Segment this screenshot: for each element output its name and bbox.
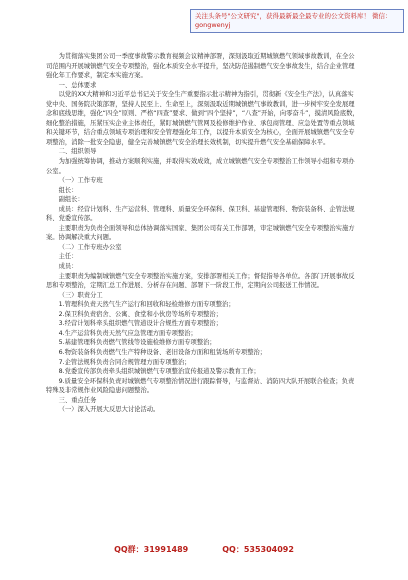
subheading-responsibilities: （三）职责分工	[58, 291, 103, 299]
qq-number: QQ：535304092	[222, 544, 294, 554]
responsibility-item: 1.管理科负责天然气生产运行和回收和轻检维修方面专项整治；	[58, 301, 235, 309]
responsibility-item: 2.保卫科负责宿舍、公寓、食堂和小伙房等场所专项整治；	[58, 310, 223, 318]
vice-leader-line: 副组长：	[58, 196, 84, 204]
section-heading-organization: 二、组织领导	[58, 148, 97, 156]
promo-banner-text: 关注头条号"公文研究"，获得最新最全最专业的公文资料库！ 微信：gongwenyj	[195, 12, 392, 29]
team-duty-paragraph: 主要职责为负责全面领导和总体协调落实国家、集团公司有关工作部署，审定城镇燃气安全专项整治实施方案。协调解决重大问题。	[46, 224, 355, 242]
responsibility-item: 4.生产运营科负责天然气应急管理方面专项整治；	[58, 329, 197, 337]
subheading-office: （二）工作专班办公室	[58, 243, 122, 251]
organization-paragraph: 为加强统筹协调，推动方案顺利实施，并取得实效成效，成立城镇燃气安全专项整治工作领导小组和专项办公室。	[46, 158, 355, 175]
footer-contact-bar	[0, 540, 408, 558]
team-members-paragraph: 成员：经营计划科、生产运营科、管理科、质量安全环保科、保卫科、基建管理科、物资装备科、企管法规科、党委宣传部。	[46, 205, 355, 223]
responsibility-item: 9.质量安全环保科负责对城镇燃气专项整治情况进行跟踪督导，与监督站、消防四大队开展联合检查；负责特殊及非常规作业风险隐患问题整治。	[46, 377, 355, 395]
leader-line: 组长：	[58, 186, 78, 194]
responsibility-item: 5.基建管理科负责燃气管线等设施检维修方面专项整治；	[58, 339, 216, 347]
document-body	[46, 52, 360, 415]
subheading-reflection: （一）深入开展大反思大讨论活动。	[58, 406, 160, 414]
office-members-line: 成员：	[58, 263, 78, 271]
section-heading-key-tasks: 三、重点任务	[58, 396, 97, 404]
responsibility-item: 8.党委宣传部负责牵头组织城镇燃气专项整治宣传报道及警示教育工作；	[58, 368, 260, 376]
promo-banner	[190, 9, 404, 33]
section-heading-general: 一、总体要求	[58, 81, 97, 89]
office-duty-paragraph: 主要职责为编制城镇燃气安全专项整治实施方案，安排部署相关工作；督促指导各单位。各部门开展事故反思和专项整治，定期汇总工作进展、分析存在问题、部署下一阶段工作，定期向公司报送工作情况。	[46, 272, 355, 290]
general-requirements-paragraph: 以党的XX大精神和习近平总书记关于安全生产重要指示批示精神为指引，贯彻新《安全生产法》，认真落实党中央、国务院决策部署，坚持人民至上、生命至上，深刻汲取近期城镇燃气事故教训，进一步树牢安全发展理念和底线思维，强化“四全”原则、严格“四查”要求、做到“四个坚持”，“八查”开始，向零奋斗”，摸清风险底数，细化整治措施，压紧压实企业主体责任，紧盯城镇燃气管网及检修维护作业、承包商管理、应急处置等重点领域和关键环节，结合重点领域专项治理和安全管理强化年工作，以提升本质安全为核心，全面开展城镇燃气安全专项整治，消除一批安全隐患，健全完善城镇燃气安全治理长效机制，切实提升燃气安全基础保障水平。	[46, 91, 359, 146]
director-line: 主任：	[58, 253, 78, 261]
responsibility-item: 7.企管法规科负责合同合规管理方面专项整治；	[58, 358, 191, 366]
intro-paragraph: 为贯彻落实集团公司一季度事故警示教育视频会议精神部署，深刻汲取近期城镇燃气领域事故教训，在全公司范围内开展城镇燃气安全专项整治，强化本质安全水平提升，坚决防范遏制燃气安全事故发生，结合企业管理强化年工作要求，制定本实施方案。	[46, 53, 355, 80]
subheading-work-team: （一）工作专班	[58, 177, 103, 185]
responsibility-item: 3.经营计划科牵头组织燃气管道设计合规性方面专项整治；	[58, 320, 223, 328]
responsibility-item: 6.物资装备科负责燃气生产特种设备、老旧设备方面和租赁场所专项整治；	[58, 348, 267, 356]
qq-group-number: QQ群：31991489	[114, 544, 189, 554]
